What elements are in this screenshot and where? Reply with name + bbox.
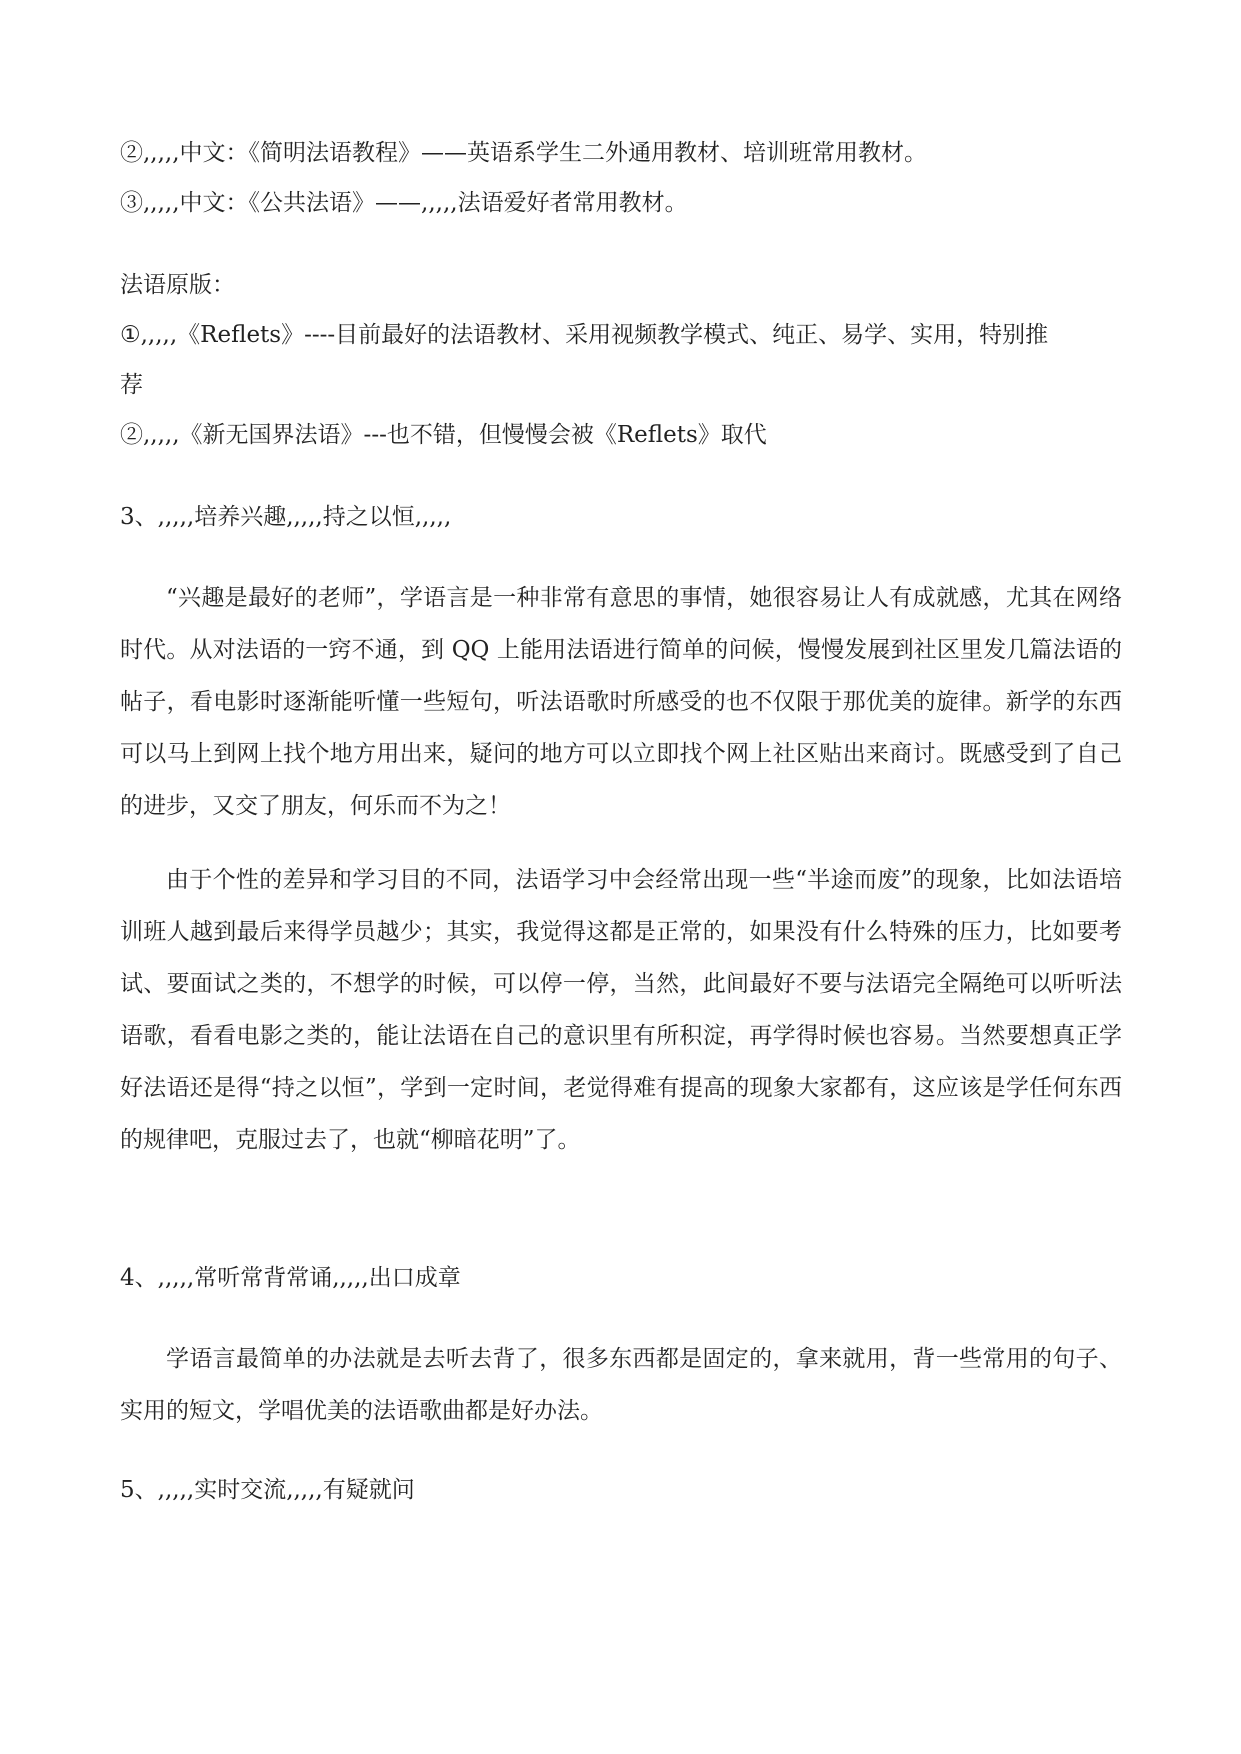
textbook-cn-item-3: ③,,,,,中文：《公共法语》——,,,,,法语爱好者常用教材。 (120, 190, 688, 216)
original-item-2: ②,,,,,《新无国界法语》---也不错，但慢慢会被《Reflets》取代 (120, 422, 767, 448)
section-5-heading: 5、,,,,,实时交流,,,,,有疑就问 (120, 1477, 415, 1503)
section-3-paragraph-1: “兴趣是最好的老师”，学语言是一种非常有意思的事情，她很容易让人有成就感，尤其在网络时代。从对法语的一窍不通，到 QQ 上能用法语进行简单的问候，慢慢发展到社区里发几篇法语的帖子，看电影时逐渐能听懂一些短句，听法语歌时所感受的也不仅限于那优美的旋律。新学的东西可以马上到网上找个地方用出来，疑问的地方可以立即找个网上社区贴出来商讨。既感受到了自己的进步，又交了朋友，何乐而不为之！ (120, 585, 1122, 819)
section-4-heading: 4、,,,,,常听常背常诵,,,,,出口成章 (120, 1265, 461, 1291)
original-label: 法语原版： (120, 272, 235, 298)
section-4-paragraph: 学语言最简单的办法就是去听去背了，很多东西都是固定的，拿来就用，背一些常用的句子、实用的短文，学唱优美的法语歌曲都是好办法。 (120, 1346, 1122, 1424)
textbook-cn-item-2: ②,,,,,中文：《简明法语教程》——英语系学生二外通用教材、培训班常用教材。 (120, 140, 928, 166)
section-3-heading: 3、,,,,,培养兴趣,,,,,持之以恒,,,,, (120, 504, 452, 530)
original-item-1-line-1: ①,,,,,《Reflets》----目前最好的法语教材、采用视频教学模式、纯正、易学、实用，特别推 (120, 322, 1049, 348)
original-item-1-line-2: 荐 (120, 372, 143, 398)
section-3-paragraph-2: 由于个性的差异和学习目的不同，法语学习中会经常出现一些“半途而废”的现象，比如法语培训班人越到最后来得学员越少；其实，我觉得这都是正常的，如果没有什么特殊的压力，比如要考试、要面试之类的，不想学的时候，可以停一停，当然，此间最好不要与法语完全隔绝可以听听法语歌，看看电影之类的，能让法语在自己的意识里有所积淀，再学得时候也容易。当然要想真正学好法语还是得“持之以恒”，学到一定时间，老觉得难有提高的现象大家都有，这应该是学任何东西的规律吧，克服过去了，也就“柳暗花明”了。 (120, 867, 1122, 1153)
